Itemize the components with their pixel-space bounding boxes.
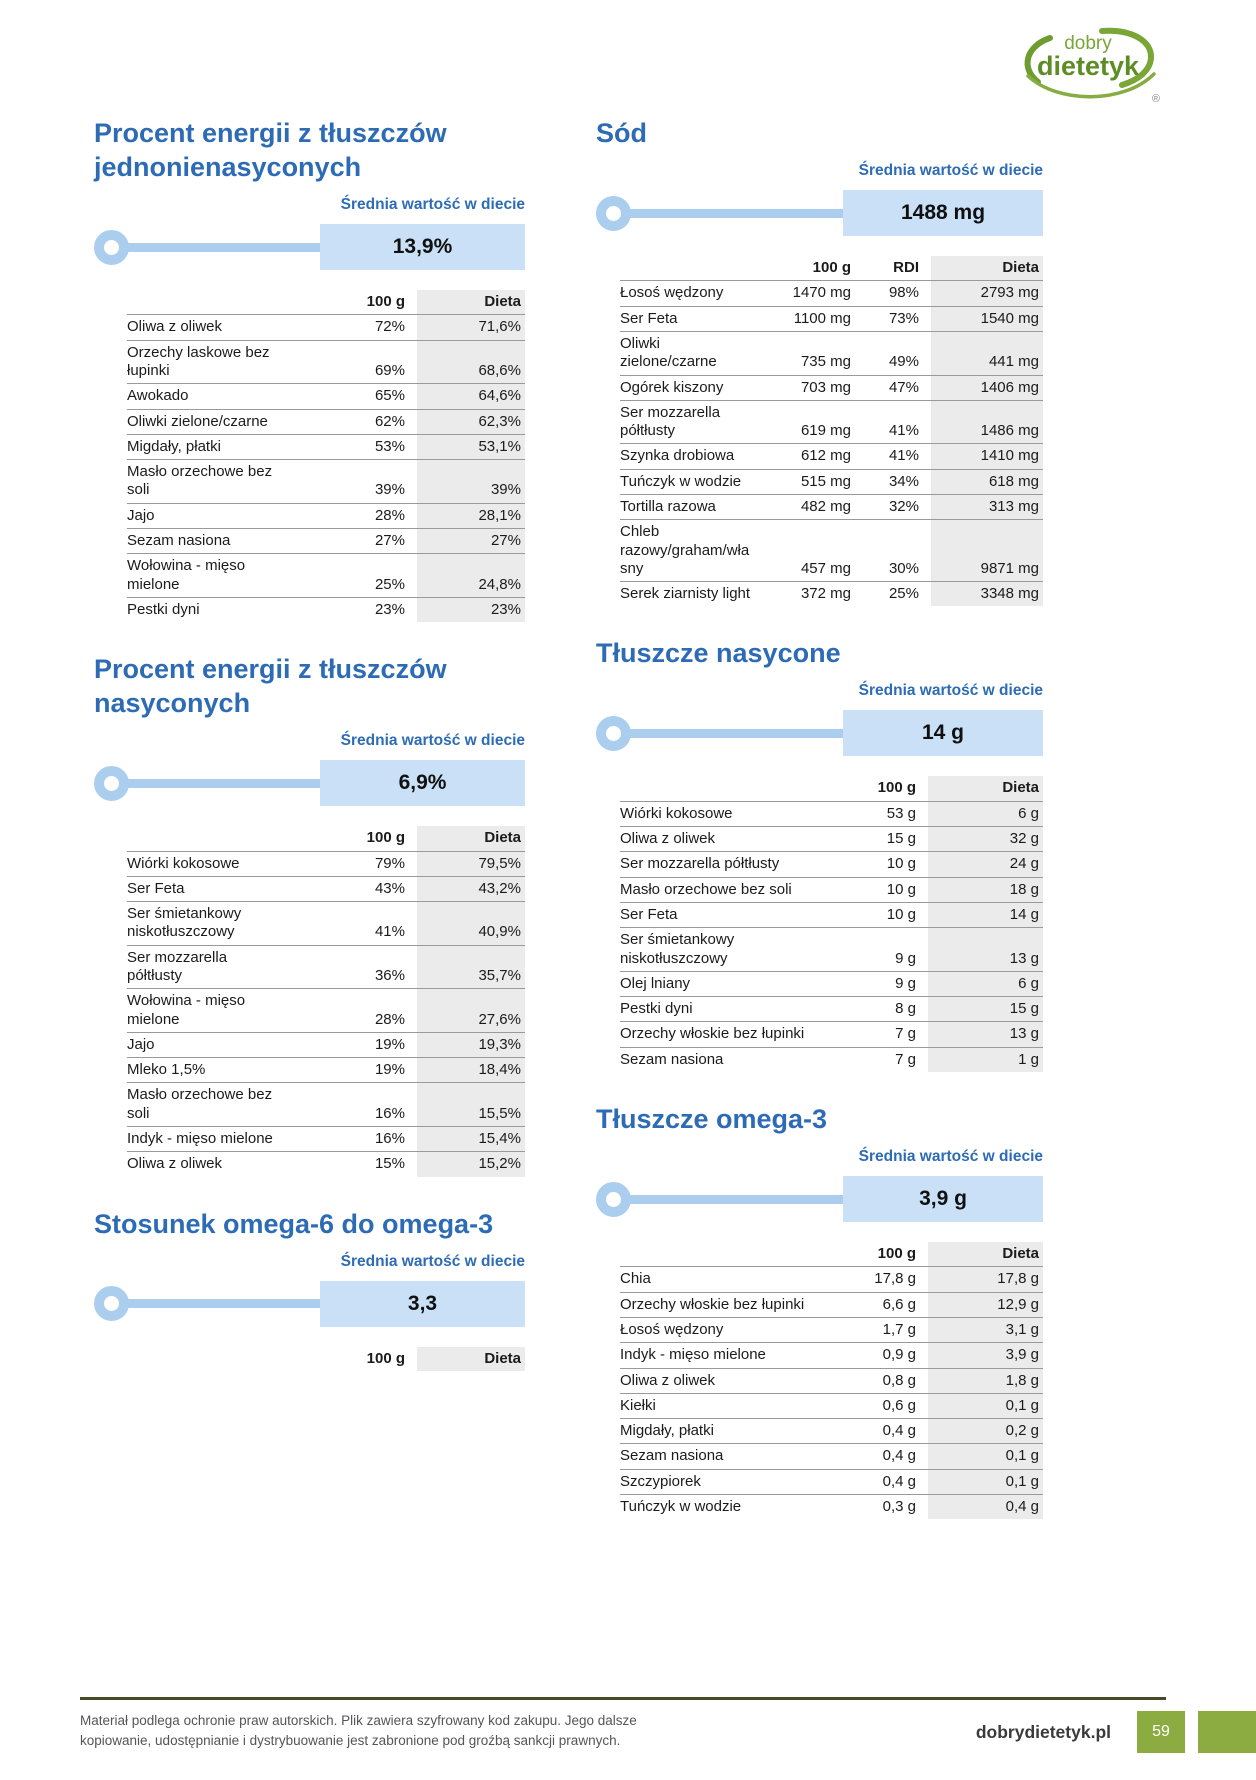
value-cell: 16%	[374, 1104, 405, 1122]
food-name: Jajo	[127, 506, 155, 524]
food-name: Masło orzechowe bez soli	[127, 1086, 273, 1122]
footer-right-group	[976, 1711, 1256, 1753]
food-column-header	[127, 826, 290, 851]
value-cell: 39%	[417, 460, 525, 504]
table-row	[127, 340, 525, 384]
value-cell: 73%	[888, 309, 919, 327]
value-cell: 1540 mg	[931, 306, 1043, 331]
value-cell: 15,2%	[417, 1152, 525, 1177]
table-header-row	[127, 290, 525, 315]
table-row	[127, 597, 525, 622]
table-row	[620, 1317, 1043, 1342]
table-row	[620, 582, 1043, 607]
value-cell: 482 mg	[800, 497, 851, 515]
value-cell: 14 g	[928, 902, 1043, 927]
table-row	[127, 876, 525, 901]
avg-value-label: Średnia wartość w diecie	[858, 682, 1043, 700]
table-header-row	[620, 256, 1043, 281]
value-cell: 0,1 g	[928, 1393, 1043, 1418]
value-cell: 27,6%	[417, 989, 525, 1033]
food-table	[620, 1242, 1043, 1519]
value-cell: 313 mg	[931, 494, 1043, 519]
logo-text-top: dobry	[1064, 33, 1112, 54]
value-column-header: 100 g	[366, 1349, 405, 1367]
value-cell: 19,3%	[417, 1032, 525, 1057]
table-row	[620, 971, 1043, 996]
table-row	[620, 1444, 1043, 1469]
food-name: Szynka drobiowa	[620, 447, 735, 465]
gauge-track	[126, 1299, 320, 1308]
food-name: Orzechy włoskie bez łupinki	[620, 1295, 805, 1313]
value-cell: 0,4 g	[882, 1422, 916, 1440]
section-saturated-fat-energy	[94, 652, 525, 1176]
value-cell: 62%	[374, 412, 405, 430]
value-column-header: RDI	[893, 259, 919, 277]
value-cell: 25%	[888, 585, 919, 603]
food-name: Wiórki kokosowe	[127, 854, 240, 872]
right-column	[596, 116, 1043, 1549]
food-name: Sezam nasiona	[620, 1447, 724, 1465]
page-number-badge: 59	[1137, 1711, 1185, 1753]
table-row	[620, 1393, 1043, 1418]
gauge-dot-icon	[596, 196, 631, 231]
value-cell: 15,5%	[417, 1083, 525, 1127]
food-name: Łosoś wędzony	[620, 284, 724, 302]
table-row	[127, 384, 525, 409]
value-cell: 372 mg	[800, 585, 851, 603]
value-cell: 2793 mg	[931, 281, 1043, 306]
avg-value-label: Średnia wartość w diecie	[340, 732, 525, 750]
value-cell: 9 g	[895, 974, 916, 992]
value-cell: 28%	[374, 1010, 405, 1028]
food-name: Szczypiorek	[620, 1472, 701, 1490]
food-name: Ser mozzarella półtłusty	[127, 948, 228, 984]
food-name: Chleb razowy/graham/własny	[620, 523, 750, 577]
value-cell: 0,3 g	[882, 1498, 916, 1516]
table-header-row	[620, 1242, 1043, 1267]
value-cell: 18,4%	[417, 1058, 525, 1083]
edge-accent-badge	[1198, 1711, 1256, 1753]
value-cell: 98%	[888, 284, 919, 302]
value-cell: 0,6 g	[882, 1396, 916, 1414]
food-name: Mleko 1,5%	[127, 1061, 206, 1079]
value-cell: 24,8%	[417, 554, 525, 598]
value-cell: 0,4 g	[882, 1447, 916, 1465]
value-cell: 19%	[374, 1035, 405, 1053]
value-cell: 0,9 g	[882, 1346, 916, 1364]
food-name: Oliwa z oliwek	[127, 1155, 223, 1173]
value-cell: 36%	[374, 967, 405, 984]
food-name: Ser Feta	[620, 905, 678, 923]
value-cell: 53,1%	[417, 434, 525, 459]
value-column-header: Dieta	[417, 826, 525, 851]
value-cell: 1486 mg	[931, 400, 1043, 444]
table-row	[620, 1368, 1043, 1393]
value-cell: 17,8 g	[928, 1267, 1043, 1292]
table-row	[620, 997, 1043, 1022]
table-row	[127, 460, 525, 504]
value-cell: 515 mg	[800, 472, 851, 490]
gauge-dot-icon	[94, 1286, 129, 1321]
food-column-header	[127, 290, 290, 315]
value-column-header: Dieta	[928, 1242, 1043, 1267]
value-cell: 16%	[374, 1130, 405, 1148]
food-table	[127, 290, 525, 622]
table-row	[620, 1469, 1043, 1494]
table-row	[620, 1292, 1043, 1317]
food-table	[127, 1347, 525, 1371]
food-name: Migdały, płatki	[127, 437, 221, 455]
value-cell: 65%	[374, 387, 405, 405]
value-cell: 703 mg	[800, 378, 851, 396]
footer-row	[80, 1711, 1256, 1753]
avg-value: 1488 mg	[843, 190, 1043, 236]
value-cell: 23%	[417, 597, 525, 622]
value-cell: 27%	[374, 532, 405, 549]
value-cell: 19%	[374, 1061, 405, 1079]
section-title: Procent energii z tłuszczów jednonienasyconych	[94, 118, 447, 183]
table-row	[127, 503, 525, 528]
value-cell: 15,4%	[417, 1127, 525, 1152]
value-cell: 79,5%	[417, 851, 525, 876]
food-name: Tuńczyk w wodzie	[620, 1498, 742, 1516]
value-cell: 13 g	[928, 1022, 1043, 1047]
value-cell: 15 g	[886, 830, 916, 848]
table-row	[620, 331, 1043, 375]
value-cell: 441 mg	[931, 331, 1043, 375]
value-cell: 53%	[374, 437, 405, 455]
table-row	[620, 1343, 1043, 1368]
copyright-notice: Materiał podlega ochronie praw autorskich. Plik zawiera szyfrowany kod zakupu. Jego dalsze kopiowanie, udostępnianie i dystrybuowanie jest zabronione pod groźbą sankcji prawnych.	[80, 1713, 637, 1749]
food-name: Tortilla razowa	[620, 497, 716, 515]
table-row	[127, 1083, 525, 1127]
value-cell: 1100 mg	[793, 309, 851, 327]
food-column-header	[620, 1242, 816, 1267]
food-name: Pestki dyni	[127, 600, 200, 618]
value-cell: 9 g	[895, 949, 916, 967]
footer	[0, 1697, 1256, 1753]
value-cell: 32 g	[928, 827, 1043, 852]
food-name: Ser mozzarella półtłusty	[620, 855, 780, 873]
value-cell: 10 g	[886, 880, 916, 898]
left-column	[94, 116, 525, 1549]
food-name: Olej lniany	[620, 974, 691, 992]
value-cell: 619 mg	[800, 422, 851, 440]
value-cell: 30%	[888, 559, 919, 577]
food-name: Jajo	[127, 1035, 155, 1053]
value-cell: 72%	[374, 318, 405, 336]
table-row	[620, 1267, 1043, 1292]
value-cell: 9871 mg	[931, 520, 1043, 582]
value-cell: 43,2%	[417, 876, 525, 901]
value-cell: 0,4 g	[928, 1495, 1043, 1520]
food-name: Oliwki zielone/czarne	[127, 412, 268, 430]
food-name: Kiełki	[620, 1396, 656, 1414]
gauge-track	[126, 243, 320, 252]
value-cell: 612 mg	[800, 447, 851, 465]
value-cell: 34%	[888, 472, 919, 490]
avg-value: 6,9%	[320, 760, 525, 806]
food-column-header	[620, 256, 761, 281]
table-row	[620, 281, 1043, 306]
value-cell: 28,1%	[417, 503, 525, 528]
value-cell: 6 g	[928, 971, 1043, 996]
value-column-header: Dieta	[417, 1347, 525, 1371]
food-name: Sezam nasiona	[127, 532, 231, 549]
table-row	[127, 851, 525, 876]
food-name: Wołowina - mięso mielone	[127, 992, 246, 1028]
value-cell: 7 g	[895, 1050, 916, 1068]
table-header-row	[620, 776, 1043, 801]
food-name: Oliwa z oliwek	[127, 318, 223, 336]
table-row	[620, 1419, 1043, 1444]
table-row	[127, 1152, 525, 1177]
food-name: Ser śmietankowy niskotłuszczowy	[127, 905, 242, 941]
value-column-header: 100 g	[877, 779, 916, 797]
food-name: Pestki dyni	[620, 1000, 693, 1018]
food-name: Masło orzechowe bez soli	[127, 463, 273, 499]
food-name: Chia	[620, 1270, 651, 1288]
table-row	[127, 1058, 525, 1083]
value-cell: 1410 mg	[931, 444, 1043, 469]
table-row	[620, 902, 1043, 927]
value-cell: 41%	[374, 923, 405, 941]
value-cell: 24 g	[928, 852, 1043, 877]
value-cell: 18 g	[928, 877, 1043, 902]
registered-mark-icon: ®	[1151, 93, 1160, 105]
food-name: Oliwa z oliwek	[620, 830, 716, 848]
food-name: Awokado	[127, 387, 189, 405]
value-cell: 735 mg	[800, 353, 851, 371]
table-row	[620, 852, 1043, 877]
table-row	[127, 945, 525, 989]
food-name: Oliwa z oliwek	[620, 1371, 716, 1389]
value-cell: 15 g	[928, 997, 1043, 1022]
gauge-dot-icon	[596, 1182, 631, 1217]
value-cell: 6 g	[928, 801, 1043, 826]
food-name: Tuńczyk w wodzie	[620, 472, 742, 490]
food-column-header	[127, 1347, 290, 1371]
table-row	[127, 315, 525, 340]
table-row	[127, 1032, 525, 1057]
food-name: Orzechy włoskie bez łupinki	[620, 1025, 805, 1043]
value-cell: 40,9%	[417, 902, 525, 946]
table-row	[620, 494, 1043, 519]
value-cell: 0,1 g	[928, 1469, 1043, 1494]
value-cell: 47%	[888, 378, 919, 396]
section-title: Sód	[596, 118, 647, 148]
value-cell: 3348 mg	[931, 582, 1043, 607]
avg-value: 13,9%	[320, 224, 525, 270]
value-cell: 79%	[374, 854, 405, 872]
gauge-track	[628, 209, 843, 218]
table-row	[127, 434, 525, 459]
section-title: Tłuszcze omega-3	[596, 1104, 828, 1135]
value-cell: 41%	[888, 422, 919, 440]
value-cell: 618 mg	[931, 469, 1043, 494]
value-cell: 62,3%	[417, 409, 525, 434]
table-row	[127, 529, 525, 554]
gauge-track	[628, 1195, 843, 1204]
value-cell: 0,2 g	[928, 1419, 1043, 1444]
value-cell: 49%	[888, 353, 919, 371]
section-sodium	[596, 116, 1043, 606]
table-row	[620, 1022, 1043, 1047]
value-column-header: Dieta	[931, 256, 1043, 281]
avg-value-gauge	[596, 190, 1043, 236]
avg-value-label: Średnia wartość w diecie	[340, 196, 525, 214]
food-name: Ser śmietankowy niskotłuszczowy	[620, 931, 735, 967]
value-cell: 28%	[374, 506, 405, 524]
food-name: Ser mozzarella półtłusty	[620, 403, 721, 440]
section-saturated-fats	[596, 636, 1043, 1072]
footer-divider	[80, 1697, 1166, 1700]
food-name: Orzechy laskowe bez łupinki	[127, 343, 270, 379]
table-row	[127, 1127, 525, 1152]
food-table	[620, 256, 1043, 606]
table-row	[127, 902, 525, 946]
gauge-track	[628, 729, 843, 738]
section-title: Procent energii z tłuszczów nasyconych	[94, 654, 447, 719]
dobry-dietetyk-logo	[1012, 24, 1162, 108]
value-column-header: 100 g	[812, 259, 851, 277]
value-cell: 27%	[417, 529, 525, 554]
value-cell: 53 g	[886, 804, 916, 822]
table-header-row	[127, 1347, 525, 1371]
food-name: Ser Feta	[620, 309, 678, 327]
avg-value-gauge	[94, 224, 525, 270]
value-cell: 1,8 g	[928, 1368, 1043, 1393]
food-table	[620, 776, 1043, 1072]
avg-value: 3,9 g	[843, 1176, 1043, 1222]
value-cell: 69%	[374, 361, 405, 379]
table-row	[127, 989, 525, 1033]
value-cell: 1406 mg	[931, 375, 1043, 400]
value-cell: 64,6%	[417, 384, 525, 409]
avg-value-gauge	[596, 1176, 1043, 1222]
table-row	[127, 409, 525, 434]
table-row	[620, 928, 1043, 972]
table-row	[620, 306, 1043, 331]
value-cell: 6,6 g	[882, 1295, 916, 1313]
value-cell: 41%	[888, 447, 919, 465]
value-cell: 1470 mg	[792, 284, 851, 302]
gauge-dot-icon	[596, 716, 631, 751]
section-title: Tłuszcze nasycone	[596, 638, 841, 669]
food-name: Łosoś wędzony	[620, 1320, 724, 1338]
value-cell: 1,7 g	[882, 1320, 916, 1338]
section-mono-fat-energy	[94, 116, 525, 622]
food-name: Wołowina - mięso mielone	[127, 557, 246, 593]
value-column-header: 100 g	[877, 1245, 916, 1263]
food-name: Indyk - mięso mielone	[620, 1346, 766, 1364]
food-name: Wiórki kokosowe	[620, 804, 733, 822]
table-row	[620, 444, 1043, 469]
food-name: Serek ziarnisty light	[620, 585, 751, 603]
value-column-header: Dieta	[417, 290, 525, 315]
table-row	[620, 1495, 1043, 1520]
value-cell: 10 g	[886, 905, 916, 923]
table-row	[620, 375, 1043, 400]
food-column-header	[620, 776, 816, 801]
value-cell: 35,7%	[417, 945, 525, 989]
value-cell: 1 g	[928, 1047, 1043, 1072]
avg-value-gauge	[94, 1281, 525, 1327]
value-column-header: 100 g	[366, 293, 405, 311]
food-name: Indyk - mięso mielone	[127, 1130, 273, 1148]
section-omega6-omega3-ratio	[94, 1207, 525, 1371]
avg-value-label: Średnia wartość w diecie	[340, 1252, 525, 1270]
value-cell: 8 g	[895, 1000, 916, 1018]
table-row	[620, 877, 1043, 902]
table-row	[620, 520, 1043, 582]
table-row	[620, 400, 1043, 444]
value-cell: 15%	[374, 1155, 405, 1173]
value-cell: 3,9 g	[928, 1343, 1043, 1368]
website-name: dobrydietetyk.pl	[975, 1721, 1111, 1742]
value-cell: 0,8 g	[882, 1371, 916, 1389]
avg-value-label: Średnia wartość w diecie	[858, 1148, 1043, 1166]
value-cell: 7 g	[895, 1025, 916, 1043]
value-cell: 32%	[888, 497, 919, 515]
logo-text-main: dietetyk	[1036, 51, 1140, 81]
value-cell: 0,4 g	[882, 1472, 916, 1490]
avg-value: 14 g	[843, 710, 1043, 756]
section-omega3-fats	[596, 1102, 1043, 1519]
value-cell: 3,1 g	[928, 1317, 1043, 1342]
food-name: Sezam nasiona	[620, 1050, 724, 1068]
food-name: Masło orzechowe bez soli	[620, 880, 792, 898]
food-name: Ser Feta	[127, 879, 185, 897]
value-cell: 457 mg	[800, 559, 851, 577]
food-name: Migdały, płatki	[620, 1422, 714, 1440]
value-cell: 43%	[374, 879, 405, 897]
gauge-dot-icon	[94, 766, 129, 801]
value-cell: 39%	[374, 481, 405, 499]
value-cell: 23%	[374, 600, 405, 618]
table-row	[620, 827, 1043, 852]
table-row	[620, 801, 1043, 826]
table-header-row	[127, 826, 525, 851]
food-table	[127, 826, 525, 1176]
gauge-track	[126, 779, 320, 788]
food-name: Oliwki zielone/czarne	[620, 334, 717, 371]
avg-value: 3,3	[320, 1281, 525, 1327]
food-name: Ogórek kiszony	[620, 378, 724, 396]
value-cell: 12,9 g	[928, 1292, 1043, 1317]
table-row	[127, 554, 525, 598]
table-row	[620, 1047, 1043, 1072]
value-column-header: 100 g	[366, 829, 405, 847]
value-cell: 13 g	[928, 928, 1043, 972]
value-cell: 0,1 g	[928, 1444, 1043, 1469]
avg-value-gauge	[94, 760, 525, 806]
table-row	[620, 469, 1043, 494]
value-cell: 68,6%	[417, 340, 525, 384]
value-cell: 71,6%	[417, 315, 525, 340]
section-title: Stosunek omega-6 do omega-3	[94, 1208, 494, 1239]
value-cell: 17,8 g	[874, 1270, 916, 1288]
gauge-dot-icon	[94, 230, 129, 265]
value-column-header: Dieta	[928, 776, 1043, 801]
avg-value-gauge	[596, 710, 1043, 756]
value-cell: 25%	[374, 575, 405, 593]
avg-value-label: Średnia wartość w diecie	[858, 162, 1043, 180]
value-cell: 10 g	[886, 855, 916, 873]
